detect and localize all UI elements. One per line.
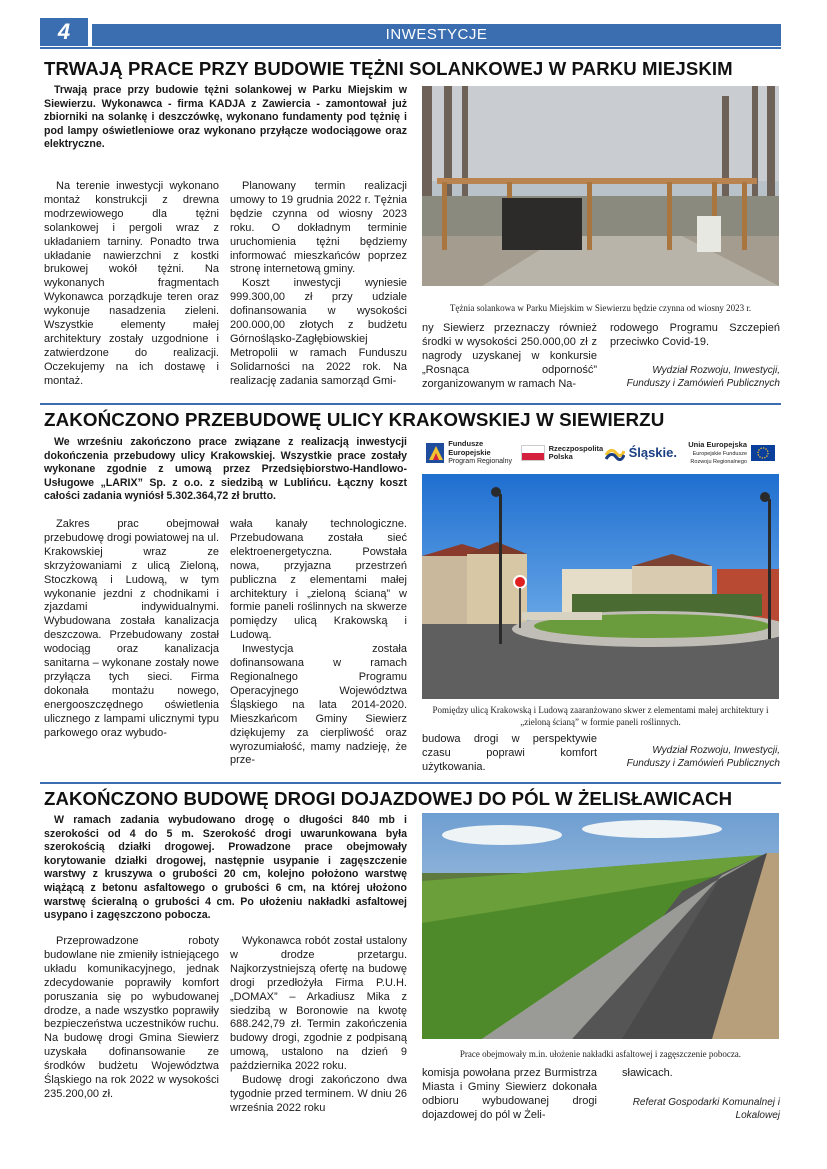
photo-field-road	[422, 813, 779, 1039]
logo-rzeczpospolita: Rzeczpospolita Polska	[521, 445, 605, 461]
article-column: wała kanały technologiczne. Przebudowana została sieć elektroenergetyczna. Powstała nowa, przyjazna przestrzeń publiczna z elementami małej architektury i „zieloną ścianą” w formie paneli roślinnych na skwerze pomiędzy ulicą Krakowską i Ludową. Inwestycja została dofinansowana w ramach Regionalnego Programu Operacyjnego Województwa Śląskiego na lata 2014-2020. Mieszkańcom Gminy Siewierz dziękujemy za cierpliwość oraz wyrozumiałość, mamy nadzieję, że prze-	[230, 518, 407, 767]
article-title: ZAKOŃCZONO BUDOWĘ DROGI DOJAZDOWEJ DO PÓL W ŻELISŁAWICACH	[44, 788, 733, 809]
page-header	[40, 18, 781, 46]
article-column: rodowego Programu Szczepień przeciwko Covid-19.	[610, 322, 780, 348]
article-column: budowa drogi w perspektywie czasu poprawi komfort użytkowania.	[422, 733, 597, 773]
article-column: ny Siewierz przeznaczy również środki w wysokości 250.000,00 zł z nagrody uzyskanej w konkursie „Rosnąca odporność” zorganizowanym w ramach Na-	[422, 322, 597, 390]
logo-fundusze-europejskie: Fundusze Europejskie Program Regionalny	[426, 440, 521, 466]
divider	[40, 782, 781, 784]
article-column: sławicach.	[622, 1067, 673, 1079]
article-lead: We wrześniu zakończono prace związane z realizacją inwestycji dokończenia przebudowy ulicy Krakowskiej. Wszystkie prace zostały wykonane zgodnie z umową przez Przedsiębiorstwo-Handlowo-Usługowe „LARIX” Sp. z o.o. z siedzibą w Lublińcu. Łączny koszt całości zadania wyniósł 5.302.364,72 zł brutto.	[44, 436, 407, 503]
article-column: Wykonawca robót został ustalony w drodze przetargu. Najkorzystniejszą ofertę na budowę drogi przedłożyła Firma P.U.H. „DOMAX” – Arkadiusz Mika z siedzibą w Boronowie na kwotę 688.242,79 zł. Termin zakończenia budowy drogi, zgodnie z podpisaną umową, ustalono na dzień 9 października 2022 roku. Budowę drogi zakończono dwa tygodnie przed terminem. W dniu 26 września 2022 roku	[230, 935, 407, 1114]
section-title: INWESTYCJE	[92, 24, 781, 46]
article-title: ZAKOŃCZONO PRZEBUDOWĘ ULICY KRAKOWSKIEJ W SIEWIERZU	[44, 409, 665, 430]
photo-caption: Pomiędzy ulicą Krakowską i Ludową zaaranżowano skwer z elementami małej architektury i „zieloną ścianą” w formie paneli roślinnych.	[432, 705, 769, 727]
article-title: TRWAJĄ PRACE PRZY BUDOWIE TĘŻNI SOLANKOWEJ W PARKU MIEJSKIM	[44, 58, 733, 79]
page-number: 4	[40, 18, 88, 46]
article-column: Przeprowadzone roboty budowlane nie zmieniły istniejącego układu komunikacyjnego, jednak zdecydowanie poprawiły komfort poruszania się po wybudowanej drodze, a nade wszystko poprawiły bezpieczeństwa uczestników ruchu. Na budowę drogi Gmina Siewierz uzyskała dofinansowanie ze środków budżetu Województwa Śląskiego na rok 2022 w wysokości 235.200,00 zł.	[44, 935, 219, 1100]
divider	[40, 403, 781, 405]
photo-graduation-tower	[422, 86, 779, 286]
article-lead: Trwają prace przy budowie tężni solankowej w Parku Miejskim w Siewierzu. Wykonawca - firma KADJA z Zawiercia - zamontował już zbiorniki na solankę i deszczówkę, wykonano fundamenty pod tężnię i pod lampy oświetleniowe oraz wykonano przyłącze wodociągowe oraz elektryczne.	[44, 84, 407, 151]
polish-flag-icon	[521, 445, 545, 461]
article-column: Zakres prac obejmował przebudowę drogi powiatowej na ul. Krakowskiej wraz ze skrzyżowaniami z ulicą Zieloną, Stoczkową i Ludową, w tym wykonanie jezdni z chodnikami i zjazdami indywidualnymi. Wybudowana została kanalizacja deszczowa. Przebudowany został wodociąg oraz kanalizacja sanitarna – wykonane zostały nowe przyłącza tych sieci. Firma dokonała montażu nowego, energooszczędnego oświetlenia ulicznego z lampami ulicznymi typu parkowego oraz wybudo-	[44, 518, 219, 739]
article-column: Planowany termin realizacji umowy to 19 grudnia 2022 r. Tężnia będzie czynna od wiosny 2023 roku. O dokładnym terminie uruchomienia tężni będziemy informować mieszkańców poprzez stronę internetową gminy. Koszt inwestycji wyniesie 999.300,00 zł przy udziale dofinansowania w wysokości 200.000,00 złotych z budżetu Górnośląsko-Zagłębiowskiej Metropolii w ramach Funduszu Solidarności na 2022 rok. Na realizację zadania samorząd Gmi-	[230, 180, 407, 387]
funding-logos	[422, 433, 779, 473]
article-column: Na terenie inwestycji wykonano montaż konstrukcji z drewna modrzewiowego dla tężni solankowej i pergoli wraz z układaniem tarniny. Ponadto trwa układanie nawierzchni z kostki brukowej wokół tężni. Na wykonanych fragmentach Wykonawca porządkuje teren oraz wykonuje nasadzenia zieleni. Wszystkie elementy małej architektury zostały uzgodnione i zatwierdzone do realizacji. Oczekujemy na ich dostawę i montaż.	[44, 180, 219, 387]
photo-caption: Prace obejmowały m.in. ułożenie nakładki asfaltowej i zagęszczenie pobocza.	[459, 1049, 742, 1059]
divider	[40, 47, 781, 49]
fe-logo-icon	[426, 443, 444, 463]
eu-flag-icon	[751, 445, 775, 461]
signature: Wydział Rozwoju, Inwestycji, Funduszy i Zamówień Publicznych	[626, 745, 780, 769]
logo-unia-europejska: Unia Europejska Europejskie Fundusze Rozwoju Regionalnego	[677, 441, 775, 466]
article-column: komisja powołana przez Burmistrza Miasta i Gminy Siewierz dokonała odbioru wybudowanej drogi dojazdowej do pól w Żeli-	[422, 1067, 597, 1121]
signature: Wydział Rozwoju, Inwestycji, Funduszy i Zamówień Publicznych	[626, 365, 780, 389]
logo-slaskie: Śląskie.	[605, 445, 677, 461]
photo-krakowska-square	[422, 474, 779, 699]
slaskie-wave-icon	[605, 445, 625, 461]
signature: Referat Gospodarki Komunalnej i Lokalowej	[632, 1097, 780, 1121]
article-lead: W ramach zadania wybudowano drogę o długości 840 mb i szerokości od 4 do 5 m. Szerokość drogi uwarunkowana była szerokością działki drogowej. Prowadzone prace obejmowały korytowanie działki drogowej, następnie usypanie i zagęszczenie warstwy z kruszywa o grubości 20 cm, kolejno położono warstwę wiążącą z betonu asfaltowego o grubości 6 cm, na której ułożono warstwę ścieralną o grubości 4 cm. Po ułożeniu nakładki asfaltowej usypano i zagęszczono pobocza.	[44, 814, 407, 922]
photo-caption: Tężnia solankowa w Parku Miejskim w Siewierzu będzie czynna od wiosny 2023 r.	[449, 303, 752, 313]
